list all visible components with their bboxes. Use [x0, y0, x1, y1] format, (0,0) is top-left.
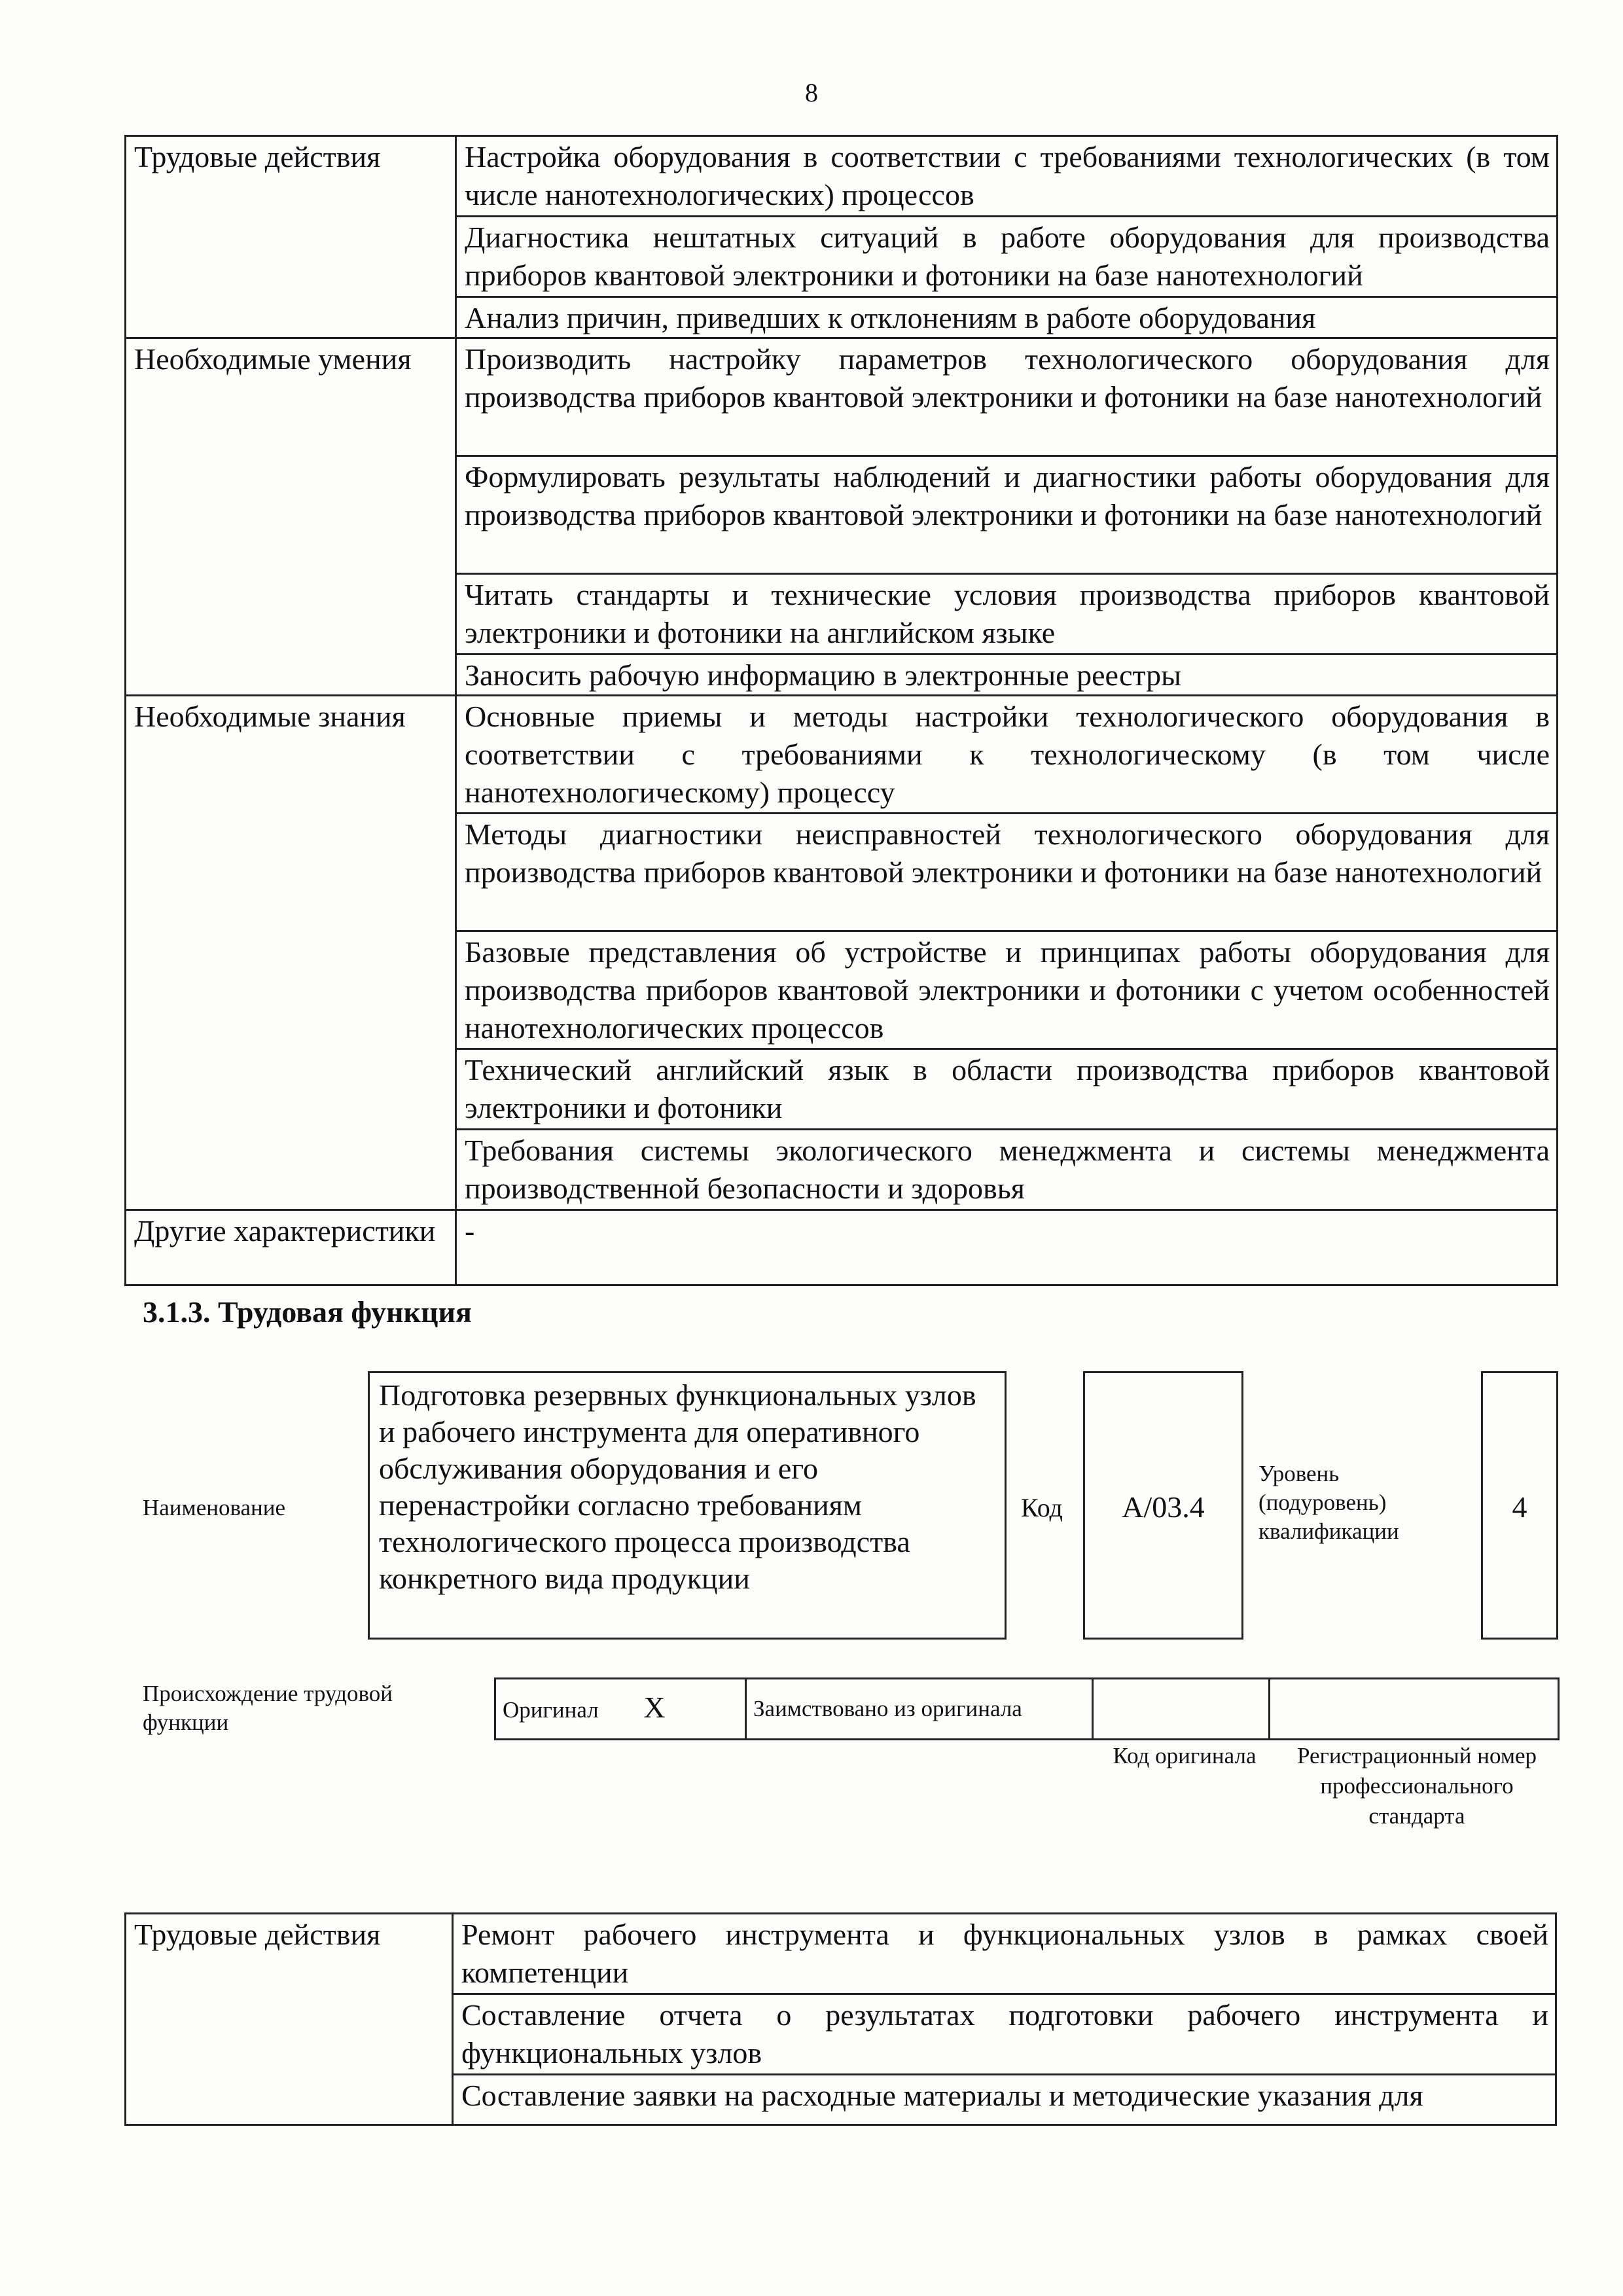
- table-row: [126, 1914, 1556, 1994]
- function-code-box: A/03.4: [1083, 1371, 1243, 1640]
- labor-action-item: Составление отчета о результатах подготовки рабочего инструмента и функциональных узлов: [453, 1994, 1556, 2075]
- table-row: [126, 696, 1558, 814]
- table-row: [495, 1679, 1559, 1740]
- code-label: Код: [1021, 1493, 1063, 1522]
- labor-action-item: Ремонт рабочего инструмента и функциональных узлов в рамках своей компетенции: [453, 1914, 1556, 1994]
- original-code-caption: Код оригинала: [1113, 1743, 1257, 1768]
- skill-item: Производить настройку параметров технологического оборудования для производства приборов квантовой электроники и фотоники на базе нанотехнологий: [456, 338, 1558, 456]
- level-label: Уровень (подуровень) квалификации: [1258, 1461, 1399, 1544]
- skill-item: Формулировать результаты наблюдений и диагностики работы оборудования для производства приборов квантовой электроники и фотоники на базе нанотехнологий: [456, 456, 1558, 574]
- origin-label: Происхождение трудовой функции: [143, 1681, 393, 1735]
- knowledge-item: Методы диагностики неисправностей технологического оборудования для производства приборов квантовой электроники и фотоники на базе нанотехнологий: [456, 814, 1558, 931]
- knowledge-item: Технический английский язык в области производства приборов квантовой электроники и фотоники: [456, 1049, 1558, 1130]
- labor-action-item: Анализ причин, приведших к отклонениям в работе оборудования: [456, 297, 1558, 338]
- knowledge-item: Базовые представления об устройстве и принципах работы оборудования для производства приборов квантовой электроники и фотоники с учетом особенностей нанотехнологических процессов: [456, 931, 1558, 1049]
- page-number: 8: [805, 78, 818, 107]
- labor-action-item: Настройка оборудования в соответствии с требованиями технологических (в том числе нанотехнологических) процессов: [456, 136, 1558, 217]
- row-label-other: Другие характеристики: [126, 1210, 456, 1285]
- registration-number-cell: [1270, 1679, 1559, 1740]
- skill-item: Читать стандарты и технические условия производства приборов квантовой электроники и фотоники на английском языке: [456, 574, 1558, 655]
- other-value: -: [456, 1210, 1558, 1285]
- section-heading: 3.1.3. Трудовая функция: [143, 1295, 472, 1329]
- knowledge-item: Основные приемы и методы настройки технологического оборудования в соответствии с требованиями к технологическому (в том числе нанотехнологическому) процессу: [456, 696, 1558, 814]
- skill-item: Заносить рабочую информацию в электронные реестры: [456, 655, 1558, 696]
- table-row: [126, 136, 1558, 217]
- name-label: Наименование: [143, 1495, 286, 1520]
- original-label: Оригинал: [503, 1697, 599, 1723]
- original-code-cell: [1093, 1679, 1270, 1740]
- labor-action-item: Составление заявки на расходные материалы и методические указания для: [453, 2075, 1556, 2125]
- knowledge-item: Требования системы экологического менеджмента и системы менеджмента производственной безопасности и здоровья: [456, 1130, 1558, 1210]
- borrowed-label: Заимствовано из оригинала: [746, 1679, 1093, 1740]
- registration-number-caption: Регистрационный номер профессионального стандарта: [1296, 1743, 1537, 1829]
- labor-function-table: [124, 135, 1558, 1286]
- labor-action-item: Диагностика нештатных ситуаций в работе оборудования для производства приборов квантовой электроники и фотоники на базе нанотехнологий: [456, 217, 1558, 297]
- labor-actions-table-2: [124, 1912, 1557, 2126]
- row-label-skills: Необходимые умения: [126, 338, 456, 696]
- origin-original-cell: [495, 1679, 746, 1740]
- original-mark: X: [643, 1691, 666, 1724]
- table-row: [126, 338, 1558, 456]
- row-label-knowledge: Необходимые знания: [126, 696, 456, 1210]
- qualification-level-box: 4: [1481, 1371, 1558, 1640]
- row-label-labor-actions: Трудовые действия: [126, 1914, 453, 2125]
- table-row: [126, 1210, 1558, 1285]
- row-label-labor-actions: Трудовые действия: [126, 136, 456, 338]
- origin-table: [494, 1677, 1560, 1740]
- function-name-box: Подготовка резервных функциональных узлов и рабочего инструмента для оперативного обслуживания оборудования и его перенастройки согласно требованиям технологического процесса производства конкретного вида продукции: [368, 1371, 1007, 1640]
